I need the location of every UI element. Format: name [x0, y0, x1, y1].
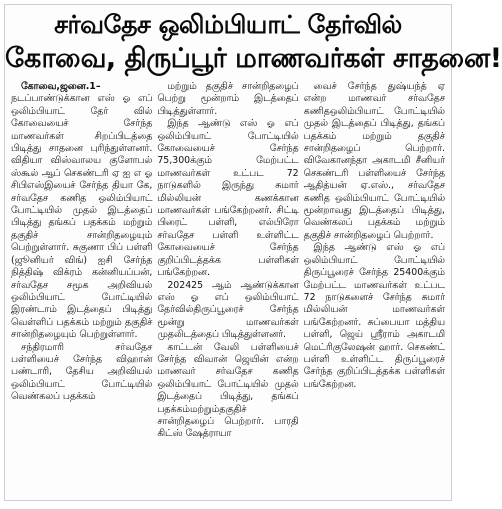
article-paragraph: 202425 ஆம் ஆண்டுக்கான எஸ் ஓ எப் ஒலிம்பியாட் தேர்வில்திருப்பூரைச் சேர்ந்த மூன்று மாணவர்கள் முதலிடத்தைப் பிடித்துள்ளனர். — [157, 279, 299, 341]
article-paragraph: வைச் சேர்ந்த துஷ்யந்த் ஏ என்ற மாணவர் சர்வதேச கணிதஒலிம்பியாட் போட்டியில் முதல் இடத்தைப் பிடித்து, தங்கப் பதக்கம் மற்றும் தகுதிச் சான்றிதழைப் பெற்றார். விவேகானந்தா அகாடமி சீனியர் செகண்டரி பள்ளியைச் சேர்ந்த ஆதித்யன் ஏ.எஸ்., சர்வதேச கணித ஒலிம்பியாட் போட்டியில் மூன்றாவது இடத்தைப் பிடித்து, வெண்கலப் பதக்கம் மற்றும் தகுதிச் சான்றிதழைப் பெற்றார். — [303, 81, 445, 241]
article-paragraph: கோவை,ஜனை.1– நடப்பாண்டுக்கான எஸ் ஓ எப் ஒலிம்பியாட் தேர் வில் கோவையைச் சேர்ந்த மாணவர்கள் சிறப்பிடத்தை பிடித்து சாதனை புரிந்துள்ளனர். விதியா விஸ்வாலய குளோபல் ஸ்கூல் ஆப் செகண்டரி ஏ ஐ எ ஓ சிபிஎஸ்இயைச் சேர்ந்த தியா கே, சர்வதேச கணித ஒலிம்பியாட் போட்டியில் முதல் இடத்தைப் பிடித்து தங்கப் பதக்கம் மற்றும் தகுதிச் சான்றிதழையும் பெற்றுள்ளார். சுகுணா பிப் பள்ளி (ஜூனியர் விங்) ஐசி சேர்ந்த நித்திஷ் விக்ரம் கன்னியப்பன், சர்வதேச சமூக அறிவியல் ஒலிம்பியாட் போட்டியில் இரண்டாம் இடத்தைப் பிடித்து வெள்ளிப் பதக்கம் மற்றும் தகுதிச் சான்றிதழையும் பெற்றுள்ளார். — [11, 81, 153, 341]
dateline: கோவை,ஜனை.1– — [21, 81, 101, 92]
headline-line-1: சர்வதேச ஒலிம்பியாட் தேர்வில் — [54, 10, 402, 39]
headline-line-2: கோவை, திருப்பூர் மாணவர்கள் சாதனை! — [5, 43, 502, 74]
article-paragraph: மற்றும் தகுதிச் சான்றிதழைப் பெற்று மூன்றாம் இடத்தைப் பிடித்துள்ளார். — [157, 81, 299, 117]
article-paragraph: இந்த ஆண்டு எஸ் ஓ எப் ஒலிம்பியாட் போட்டியில் திருப்பூரைச் சேர்ந்த 25400க்கும் மேற்பட்ட மாணவர்கள் உட்பட 72 நாடுகளைச் சேர்ந்த சுமார் மில்லியன் மாணவர்கள் பங்கேற்றனர். சுப்பையா மத்திய பள்ளி, ஜெய் ஸ்ரீராம் அகாடமி மெட்ரிகுலேஷன் ஹார். செகண்ட் பள்ளி உள்ளிட்ட திருப்பூரைச் சேர்ந்த குறிப்பிடத்தக்க பள்ளிகள் பங்கேற்றன. — [303, 242, 445, 390]
article-body — [5, 75, 451, 499]
article-paragraph: இந்த ஆண்டு எஸ் ஓ எப் ஒலிம்பியாட் போட்டியில் கோவையைச் சேர்ந்த 75,300க்கும் மேற்பட்ட மாணவர்கள் உட்பட 72 நாடுகளில் இருந்து சுமார் மில்லியன் கணக்கான மாணவர்கள் பங்கேற்றனர். சிட்டி பிரைட் பள்ளி, எல்பிரோ சர்வதேச பள்ளி உள்ளிட்ட கோவையைச் சேர்ந்த குறிப்பிடத்தக்க பள்ளிகள் பங்கேற்றன. — [157, 118, 299, 279]
article-paragraph: காட்டன் வேலி பள்ளியைச் சேர்ந்த விவான் ஜெயின் என்ற மாணவர் சர்வதேச கணித ஒலிம்பியாட் போட்டியில் முதல் இடத்தைப் பிடித்து, தங்கப் பதக்கம்மற்றும்தகுதிச் சான்றிதழைப் பெற்றார். பாரதி கிட்ஸ் ஷேத்ராயா — [157, 341, 299, 440]
article-column-2 — [157, 81, 298, 499]
newspaper-clipping — [4, 4, 502, 501]
article-column-3 — [304, 81, 445, 499]
article-paragraph: சந்திரமாரி சர்வதேச பள்ளியைச் சேர்ந்த விஹான் பண்டாரி, தேசிய அறிவியல் ஒலிம்பியாட் போட்டியில் வெண்கலப் பதக்கம் — [11, 341, 153, 403]
article-column-1 — [11, 81, 152, 499]
